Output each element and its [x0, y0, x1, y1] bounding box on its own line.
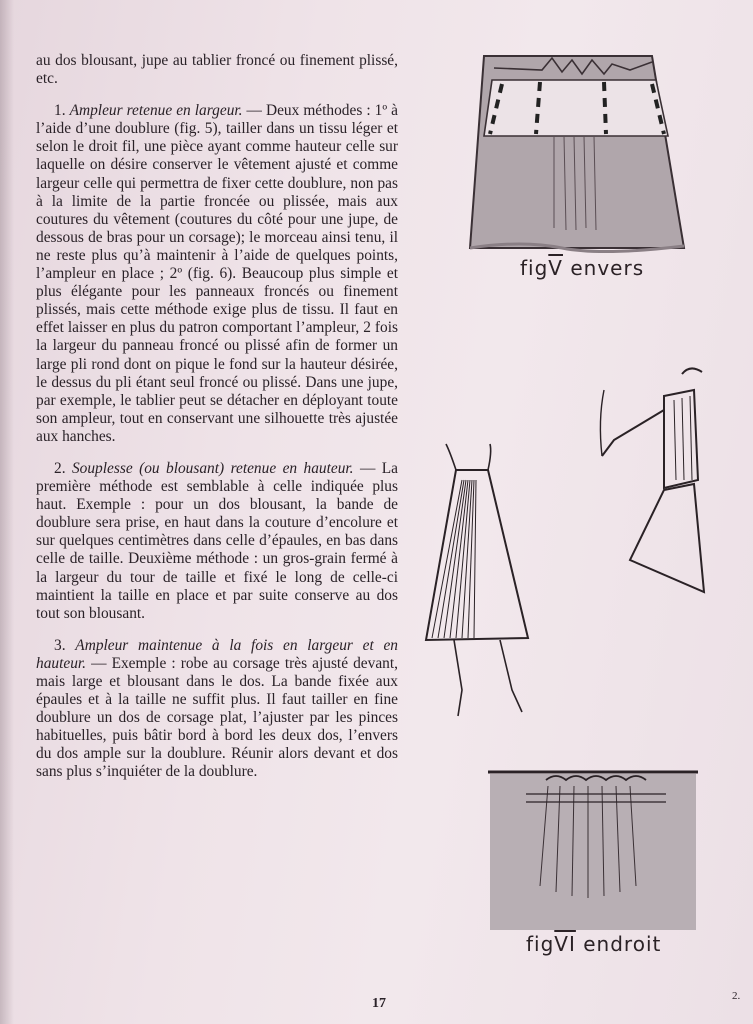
paragraph-2-title: Souplesse (ou blousant) retenue en hauteur.: [71, 459, 354, 477]
figure-5-skirt-lining-illustration: [462, 48, 698, 260]
corner-mark: 2.: [732, 990, 741, 1002]
page-number: 17: [372, 996, 386, 1011]
paragraph-3: 3. Ampleur maintenue à la fois en largeur et en hauteur. — Exemple : robe au corsage très ajusté devant, mais large et blousant dans le dos. La bande fixée aux épaules et à la taille ne suffit plus. Il faut tailler en fine doublure un dos de corsage plat, l’ajuster par les pinces habituelles, puis bâtir bord à bord les deux dos, l’envers du dos ample sur la doublure. Réunir alors devant et dos sans plus s’inquiéter de la doublure.: [36, 636, 398, 781]
figure-5-caption: $fig\overline{V}$ envers: [520, 256, 645, 280]
figure-6-pleated-skirt-illustration: [418, 440, 538, 722]
paragraph-3-title: Ampleur maintenue à la fois en largeur et en hauteur.: [36, 636, 398, 672]
figure-6-fabric-pleat-illustration: [486, 766, 700, 934]
figure-6-caption: $fig\overline{VI}$ endroit: [526, 932, 662, 956]
paragraph-1: 1. Ampleur retenue en largeur. — Deux méthodes : 1º à l’aide d’une doublure (fig. 5), tailler dans un tissu léger et selon le droit fil, une pièce ayant comme hauteur celle sur laquelle on désire conserver le vêtement ajusté et comme largeur celle qui permettra de fixer cette doublure, non pas à la limite de la partie froncée ou plissée, mais aux coutures du vêtement (coutures du côté pour une jupe, de dessous de bras pour un corsage); le morceau ainsi tenu, il ne reste plus qu’à maintenir à l’aide de quelques points, l’ampleur en place ; 2º (fig. 6). Beaucoup plus simple et plus élégante pour les panneaux froncés ou finement plissés, mais cette méthode exige plus de tissu. Il faut en effet laisser en plus du patron comportant l’ampleur, 2 fois la largeur du panneau froncé ou plissé afin de former un large pli rond dont on pique le fond sur la hauteur désirée, le dessus du pli étant seul froncé ou plissé. Dans une jupe, par exemple, le tablier peut se détacher en déployant toute son ampleur, tout en conservant une silhouette très ajustée aux hanches.: [36, 102, 398, 445]
paragraph-2: 2. Souplesse (ou blousant) retenue en hauteur. — La première méthode est semblable à celle indiquée plus haut. Exemple : pour un dos blousant, la bande de doublure sera prise, en haut dans la couture d’encolure et sur quelques centimètres dans celle d’épaules, en bas dans celle de taille. Deuxième méthode : un gros-grain fermé à la largeur du tour de taille et fixé le long de celle-ci maintient la taille en place et par suite conserve au dos tout son blousant.: [36, 459, 398, 622]
body-text-column: [36, 52, 398, 796]
figure-6-back-bodice-illustration: [594, 360, 708, 600]
paragraph-intro: au dos blousant, jupe au tablier froncé ou finement plissé, etc.: [36, 52, 398, 88]
paragraph-1-title: Ampleur retenue en largeur.: [69, 102, 243, 120]
page-gutter-shadow: [0, 0, 14, 1024]
